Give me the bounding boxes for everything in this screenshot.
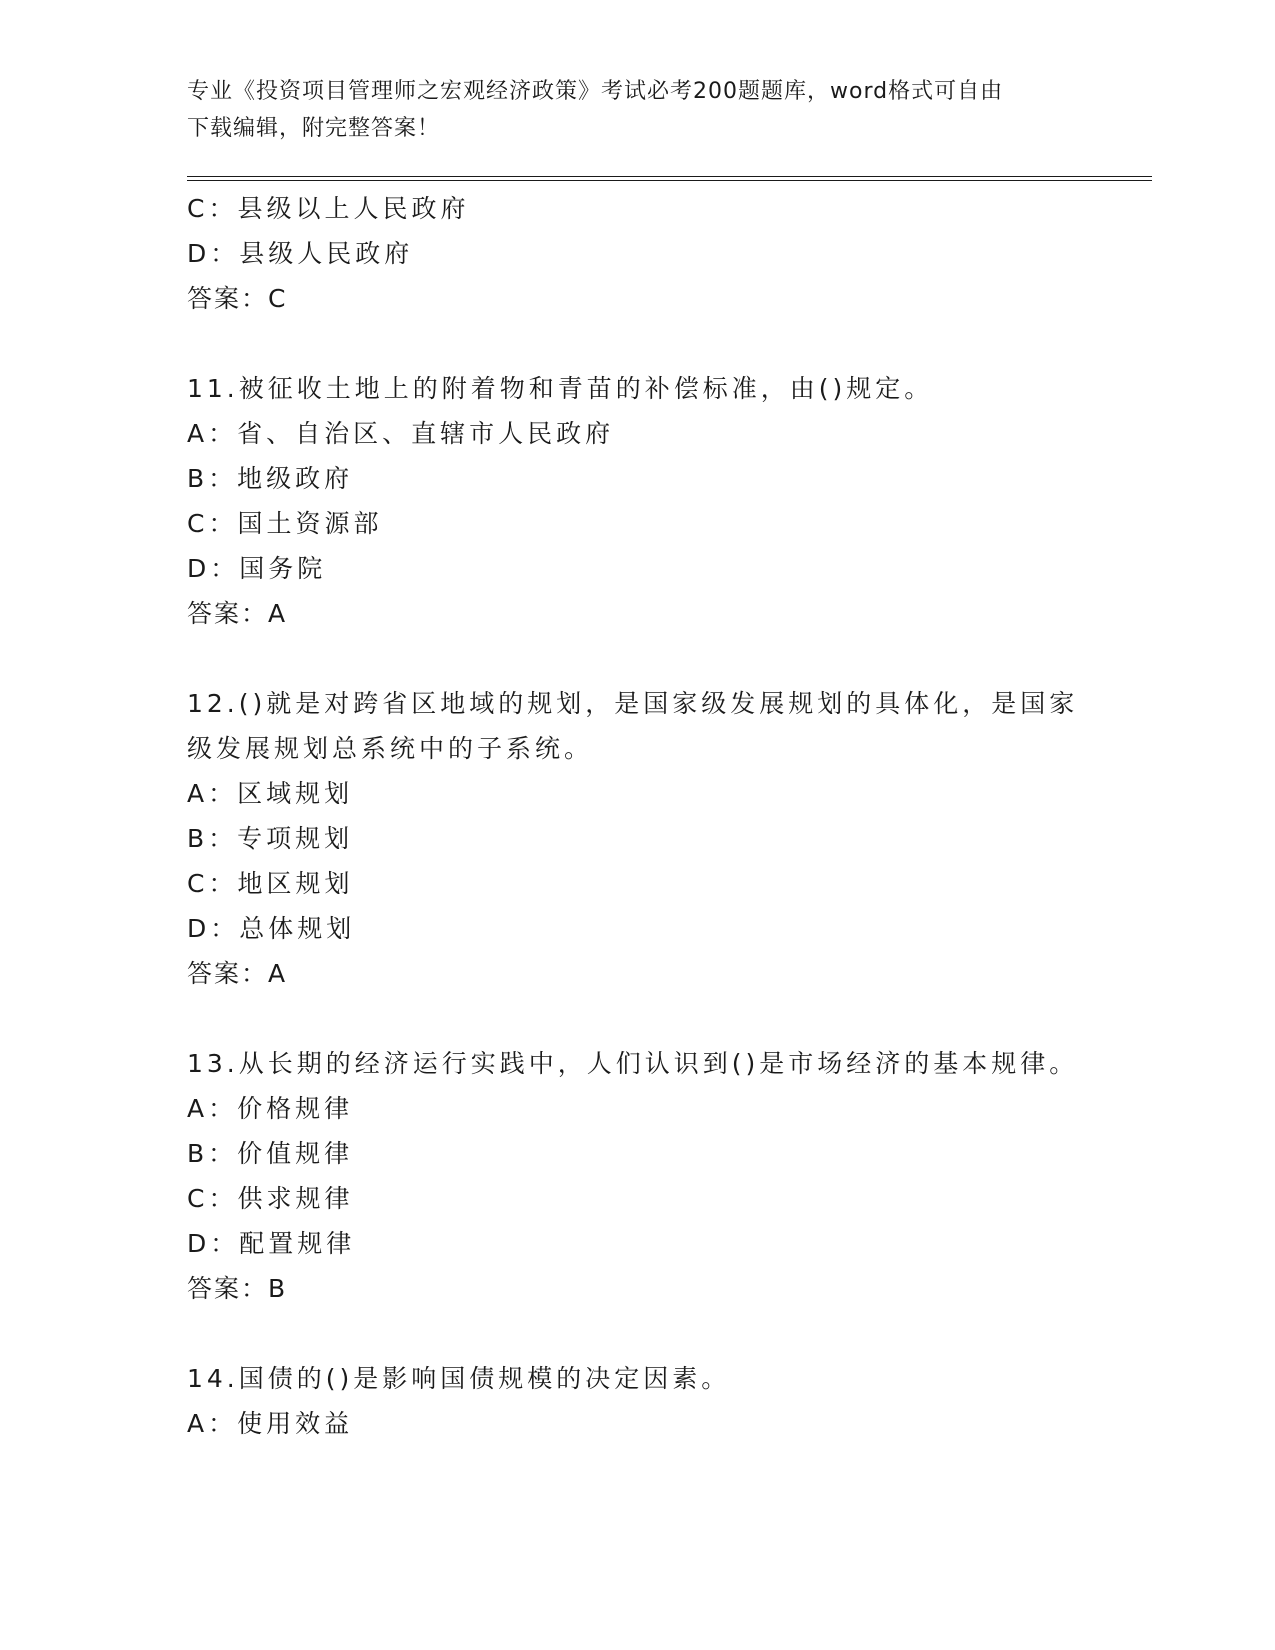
q13-answer: 答案：B (187, 1274, 288, 1303)
q11-option-d: D：国务院 (187, 554, 327, 583)
q12-answer: 答案：A (187, 959, 288, 988)
q11-option-a: A：省、自治区、直辖市人民政府 (187, 419, 615, 448)
document-header (187, 73, 1087, 147)
q13-option-a: A：价格规律 (187, 1094, 354, 1123)
q13-stem: 13.从长期的经济运行实践中，人们认识到()是市场经济的基本规律。 (187, 1049, 1079, 1078)
header-divider-bottom (187, 180, 1152, 181)
q10-option-d: D：县级人民政府 (187, 239, 414, 268)
q12-stem-line-1: 12.()就是对跨省区地域的规划，是国家级发展规划的具体化，是国家 (187, 689, 1079, 718)
q14-stem: 14.国债的()是影响国债规模的决定因素。 (187, 1364, 731, 1393)
q11-answer: 答案：A (187, 599, 288, 628)
q12-option-b: B：专项规划 (187, 824, 354, 853)
q11-option-c: C：国土资源部 (187, 509, 383, 538)
q12-option-d: D：总体规划 (187, 914, 356, 943)
header-line-1: 专业《投资项目管理师之宏观经济政策》考试必考200题题库，word格式可自由 (187, 79, 1004, 104)
q13-option-b: B：价值规律 (187, 1139, 354, 1168)
q13-option-d: D：配置规律 (187, 1229, 356, 1258)
q10-option-c: C：县级以上人民政府 (187, 194, 470, 223)
q12-option-a: A：区域规划 (187, 779, 354, 808)
q11-option-b: B：地级政府 (187, 464, 354, 493)
q14-option-a: A：使用效益 (187, 1409, 354, 1438)
q11-stem: 11.被征收土地上的附着物和青苗的补偿标准，由()规定。 (187, 374, 934, 403)
q12-stem-line-2: 级发展规划总系统中的子系统。 (187, 734, 594, 763)
q10-answer: 答案：C (187, 284, 288, 313)
q13-option-c: C：供求规律 (187, 1184, 354, 1213)
header-divider-top (187, 176, 1152, 177)
header-line-2: 下载编辑，附完整答案！ (187, 116, 441, 141)
q12-option-c: C：地区规划 (187, 869, 354, 898)
